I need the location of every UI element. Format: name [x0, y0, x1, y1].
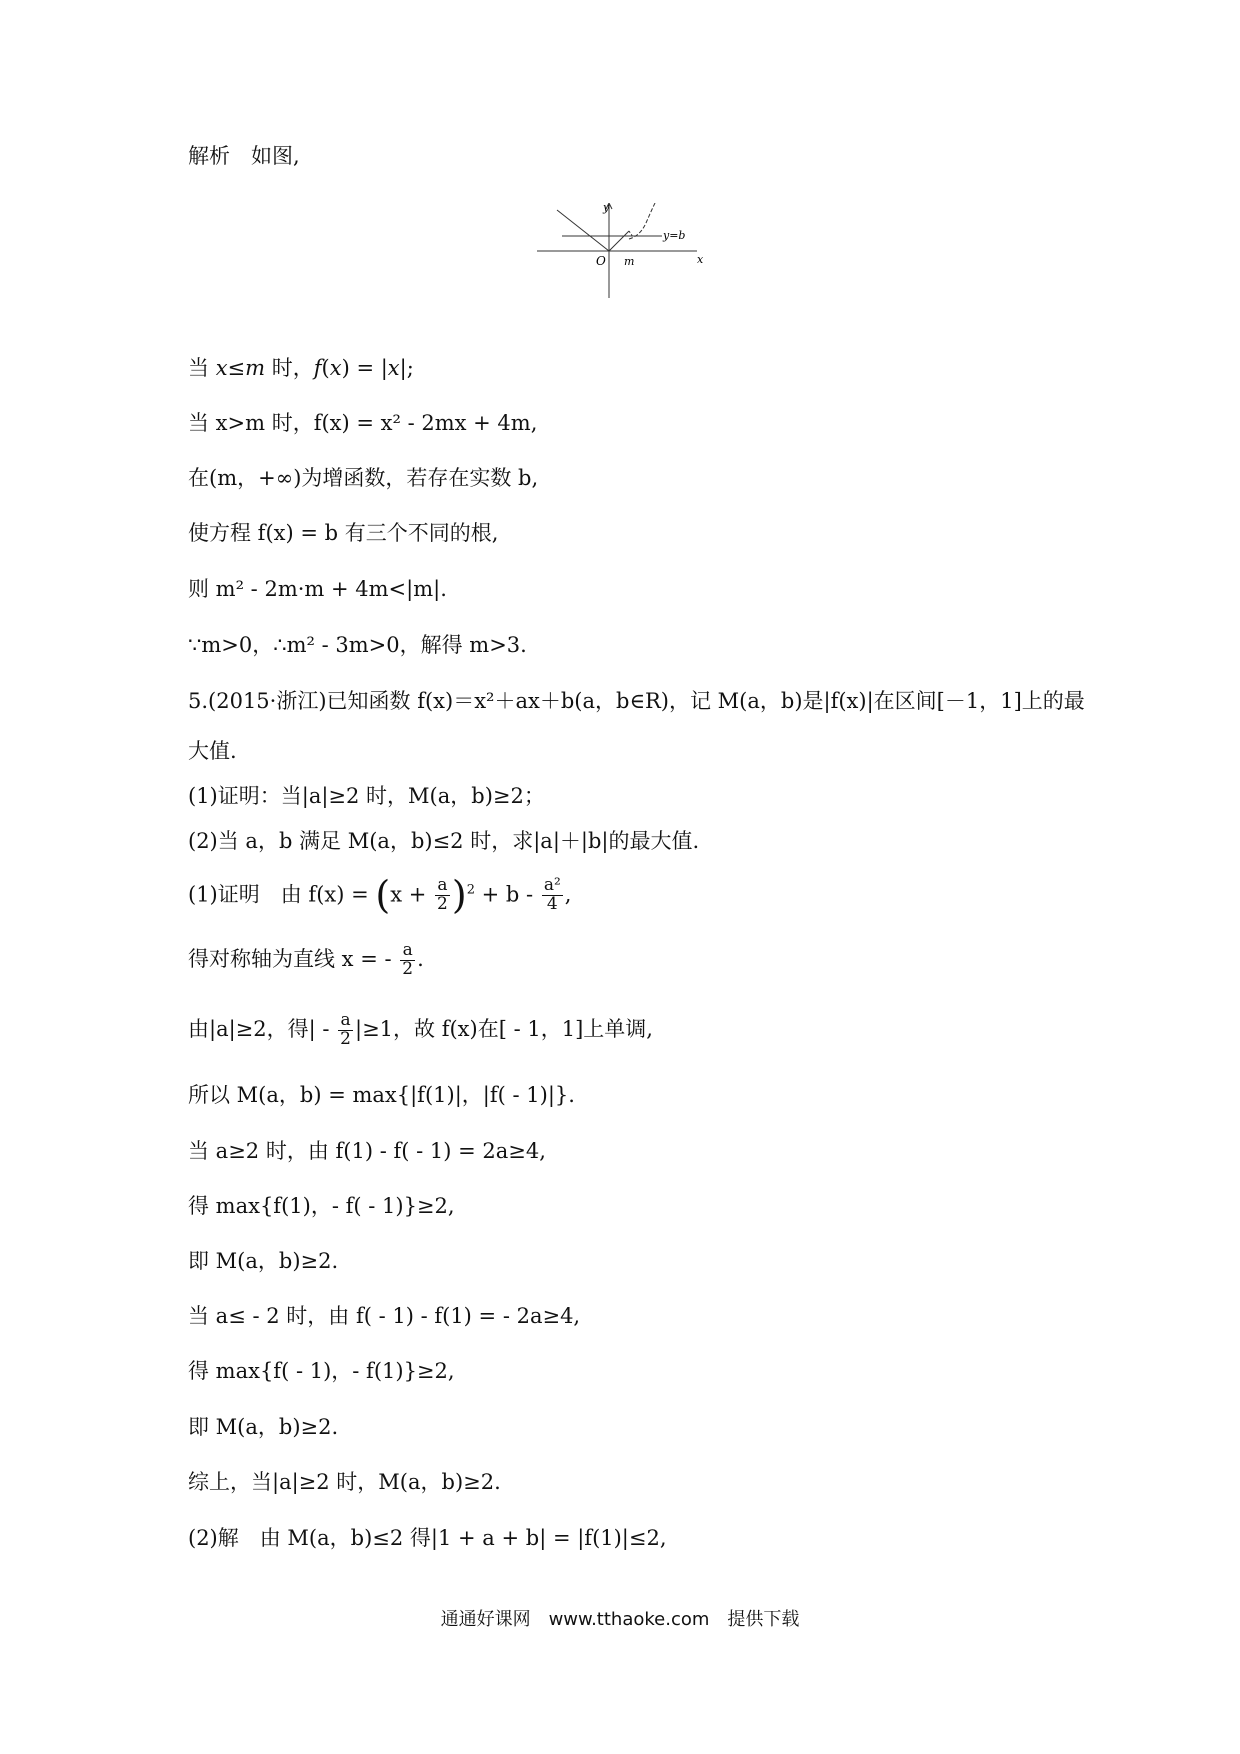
line-case-x-le-m: 当 x≤m 时，f(x) = |x|; [188, 356, 414, 380]
case-a-le-neg2: 当 a≤ - 2 时，由 f( - 1) - f(1) = - 2a≥4, [188, 1304, 581, 1328]
line-increasing: 在(m，+∞)为增函数，若存在实数 b, [188, 466, 539, 490]
line-inequality: 则 m² - 2m·m + 4m<|m|. [188, 577, 447, 601]
analysis-heading: 解析 如图, [188, 144, 300, 168]
function-graph-figure [532, 203, 712, 303]
problem-5-part2: (2)当 a，b 满足 M(a，b)≤2 时，求|a|＋|b|的最大值. [188, 829, 700, 853]
fraction-a-over-2: $\frac{a}{2}$ [437, 875, 448, 915]
case-a-ge-2-conclusion: 即 M(a，b)≥2. [188, 1249, 339, 1273]
line-solve-m: ∵m>0，∴m² - 3m>0，解得 m>3. [188, 633, 527, 657]
case-a-le-neg2-conclusion: 即 M(a，b)≥2. [188, 1415, 339, 1439]
page-footer: 通通好课网 www.tthaoke.com 提供下载 [440, 1609, 800, 1630]
m-label: m [624, 255, 635, 268]
problem-5-statement-cont: 大值. [188, 739, 237, 763]
y-axis-label: y [603, 203, 610, 214]
problem-5-part1: (1)证明：当|a|≥2 时，M(a，b)≥2； [188, 784, 545, 808]
solution-part2-line: (2)解 由 M(a，b)≤2 得|1 + a + b| = |f(1)|≤2, [188, 1526, 667, 1550]
case-a-ge-2-result: 得 max{f(1)，- f( - 1)}≥2, [188, 1194, 455, 1218]
symmetry-axis-line: 得对称轴为直线 x = - $\frac{a}{2}$ . [188, 940, 424, 979]
abs-x-right-branch [609, 231, 629, 251]
summary-line: 综上，当|a|≥2 时，M(a，b)≥2. [188, 1470, 501, 1494]
fraction-a-over-2: $\frac{a}{2}$ [340, 1010, 351, 1049]
max-definition-line: 所以 M(a，b) = max{|f(1)|，|f( - 1)|}. [188, 1083, 575, 1107]
fraction-a-over-2: $\frac{a}{2}$ [402, 940, 414, 979]
line-three-roots: 使方程 f(x) = b 有三个不同的根, [188, 521, 499, 545]
x-axis-label: x [697, 253, 704, 266]
case-a-le-neg2-result: 得 max{f( - 1)，- f(1)}≥2, [188, 1359, 455, 1383]
parabola-branch [629, 203, 656, 239]
monotonic-line: 由|a|≥2，得| - $\frac{a}{2}$ |≥1，故 f(x)在[ - 1，1]上单调, [188, 1010, 653, 1049]
fraction-a2-over-4: $\frac{\text{a²}}{4}$ [543, 875, 561, 915]
case-a-ge-2: 当 a≥2 时，由 f(1) - f( - 1) = 2a≥4, [188, 1139, 546, 1163]
problem-5-statement: 5.(2015·浙江)已知函数 f(x)＝x²＋ax＋b(a，b∈R)，记 M(a，b)是|f(x)|在区间[－1，1]上的最 [188, 689, 1085, 713]
origin-label: O [596, 254, 606, 268]
line-case-x-gt-m: 当 x>m 时，f(x) = x² - 2mx + 4m, [188, 411, 538, 435]
proof-part1-line: (1)证明 由 f(x) = (x + $\frac{a}{2}$ )$^2$ + b - $\frac{\text{a²}}{4}$ , [188, 873, 572, 917]
y-equals-b-label: y=b [663, 229, 686, 242]
abs-x-left-branch [557, 210, 609, 251]
